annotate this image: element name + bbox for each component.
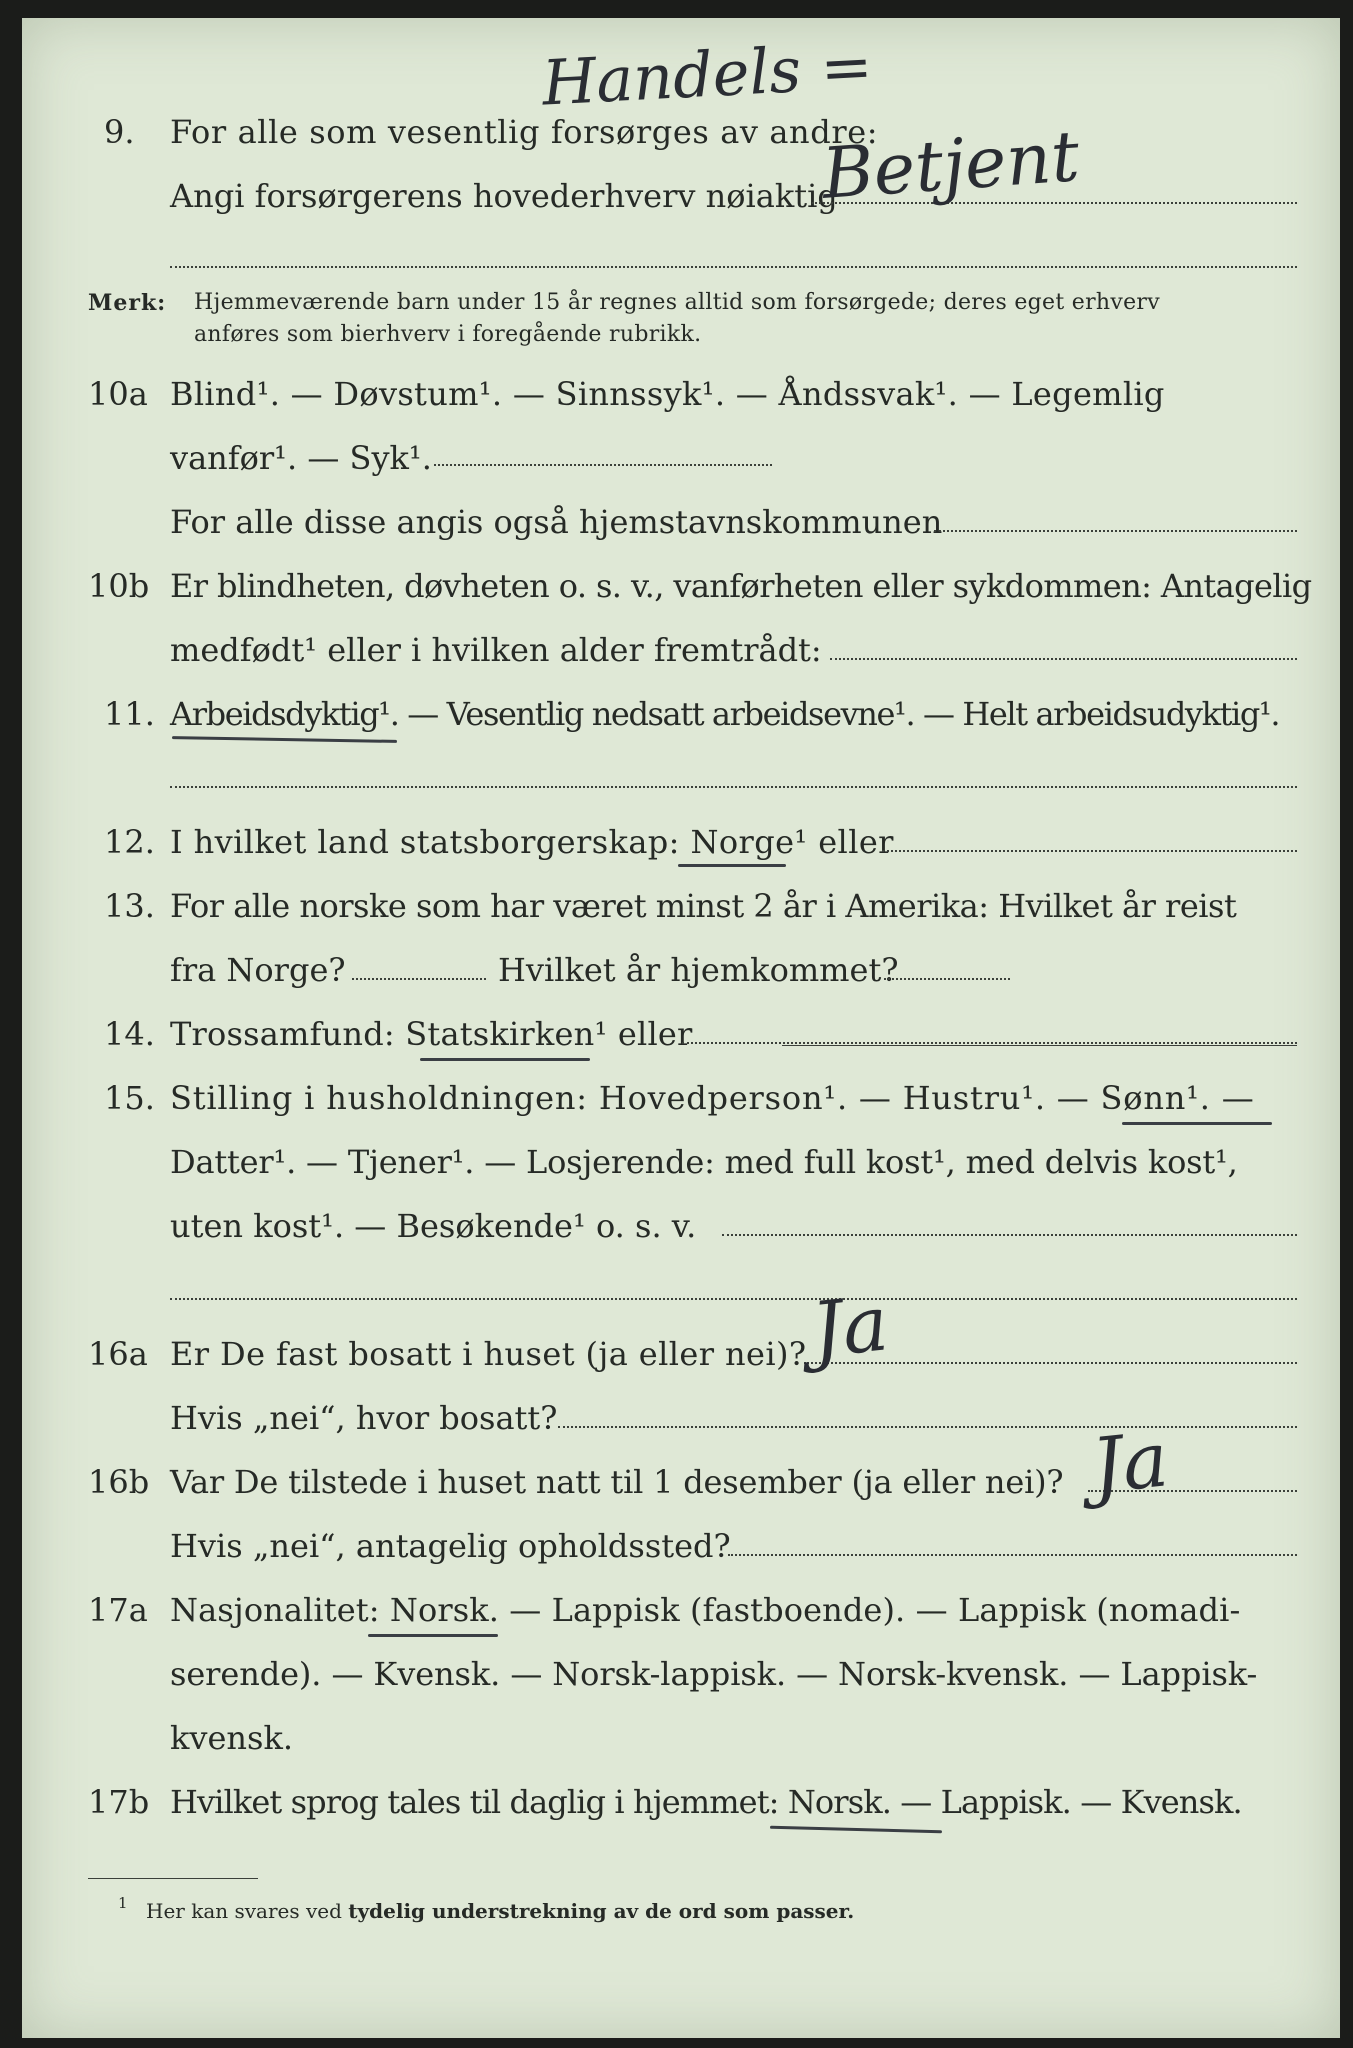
q16a-residence-line [558, 1426, 1297, 1428]
q10b-line1: Er blindheten, døvheten o. s. v., vanførheten eller sykdommen: Antagelig [170, 567, 1312, 605]
q12-handwritten-underline [678, 864, 786, 867]
q17b-number: 17b [88, 1783, 150, 1821]
footnote-text-bold: tydelig understrekning av de ord som passer. [348, 1899, 855, 1923]
handwritten-header: Handels = [540, 29, 875, 120]
q10a-line2: vanfør¹. — Syk¹. [170, 439, 432, 477]
q15-answer-line [722, 1234, 1297, 1236]
q16b-line1: Var De tilstede i huset natt til 1 desember (ja eller nei)? [170, 1463, 1064, 1501]
q16a-line2: Hvis „nei“, hvor bosatt? [170, 1399, 558, 1437]
q13-line1: For alle norske som har været minst 2 år i Amerika: Hvilket år reist [170, 887, 1237, 925]
q10a-line3: For alle disse angis også hjemstavnskommunen [170, 503, 943, 541]
footnote-text-plain: Her kan svares ved [146, 1899, 349, 1923]
q16a-handwritten-answer: Ja [807, 1278, 893, 1375]
q10b-number: 10b [88, 567, 150, 605]
q11-handwritten-underline [172, 736, 397, 743]
merk-line2: anføres som bierhverv i foregående rubrikk. [194, 322, 702, 347]
q13-departure-line [352, 978, 486, 980]
footnote-text [146, 1898, 854, 1924]
q16b-whereabouts-line [728, 1554, 1297, 1556]
q11-extra-line [170, 786, 1297, 788]
q14-line1: Trossamfund: Statskirken¹ eller [170, 1015, 693, 1053]
footnote-mark: 1 [118, 1894, 128, 1912]
q9-number: 9. [104, 113, 135, 151]
q12-line1: I hvilket land statsborgerskap: Norge¹ eller [170, 823, 894, 861]
q13-line2a: fra Norge? [170, 951, 346, 989]
merk-line1: Hjemmeværende barn under 15 år regnes alltid som forsørgede; deres eget erhverv [194, 290, 1160, 315]
q16b-handwritten-answer: Ja [1087, 1414, 1173, 1511]
q16a-number: 16a [88, 1335, 148, 1373]
q10a-number: 10a [88, 375, 148, 413]
census-form-page [22, 18, 1340, 2038]
q12-answer-line [882, 850, 1297, 852]
q14-handwritten-underline [420, 1058, 590, 1061]
q17b-handwritten-underline [770, 1826, 942, 1834]
q16b-number: 16b [88, 1463, 150, 1501]
q10b-answer-line [830, 658, 1297, 660]
q11-line1: Arbeidsdyktig¹. — Vesentlig nedsatt arbeidsevne¹. — Helt arbeidsudyktig¹. [170, 695, 1280, 733]
q16a-line1: Er De fast bosatt i huset (ja eller nei)? [170, 1335, 807, 1373]
q17a-number: 17a [88, 1591, 148, 1629]
q15-number: 15. [104, 1079, 155, 1117]
q10a-municipality-line [934, 530, 1297, 532]
merk-label: Merk: [88, 290, 167, 316]
q13-return-line [884, 978, 1010, 980]
q11-number: 11. [104, 695, 155, 733]
q15-line1: Stilling i husholdningen: Hovedperson¹. — Hustru¹. — Sønn¹. — [170, 1079, 1255, 1117]
q17a-line2: serende). — Kvensk. — Norsk-lappisk. — Norsk-kvensk. — Lappisk- [170, 1655, 1258, 1693]
q9-extra-line [170, 266, 1297, 268]
q12-number: 12. [104, 823, 155, 861]
q9-handwritten-answer: Betjent [819, 115, 1082, 215]
q9-line1: For alle som vesentlig forsørges av andre: [170, 113, 879, 151]
q14-answer-rule [782, 1045, 1297, 1046]
q13-line2b: Hvilket år hjemkommet? [498, 951, 899, 989]
q13-number: 13. [104, 887, 155, 925]
q15-line3: uten kost¹. — Besøkende¹ o. s. v. [170, 1207, 697, 1245]
q14-number: 14. [104, 1015, 155, 1053]
q17a-line1: Nasjonalitet: Norsk. — Lappisk (fastboende). — Lappisk (nomadi- [170, 1591, 1241, 1629]
q14-answer-line [682, 1042, 1297, 1044]
q10a-line1: Blind¹. — Døvstum¹. — Sinnssyk¹. — Åndssvak¹. — Legemlig [170, 375, 1165, 413]
q9-line2: Angi forsørgerens hovederhverv nøiaktig [170, 177, 838, 215]
footnote-rule [88, 1878, 258, 1879]
q10a-sick-line [434, 464, 772, 466]
q15-line2: Datter¹. — Tjener¹. — Losjerende: med full kost¹, med delvis kost¹, [170, 1143, 1238, 1181]
q17a-handwritten-underline [368, 1634, 498, 1637]
q15-handwritten-underline [1122, 1122, 1272, 1125]
q16b-line2: Hvis „nei“, antagelig opholdssted? [170, 1527, 731, 1565]
q15-extra-line [170, 1298, 1297, 1300]
q10b-line2: medfødt¹ eller i hvilken alder fremtrådt: [170, 631, 822, 669]
q17a-line3: kvensk. [170, 1719, 293, 1757]
q17b-line1: Hvilket sprog tales til daglig i hjemmet: Norsk. — Lappisk. — Kvensk. [170, 1783, 1242, 1821]
